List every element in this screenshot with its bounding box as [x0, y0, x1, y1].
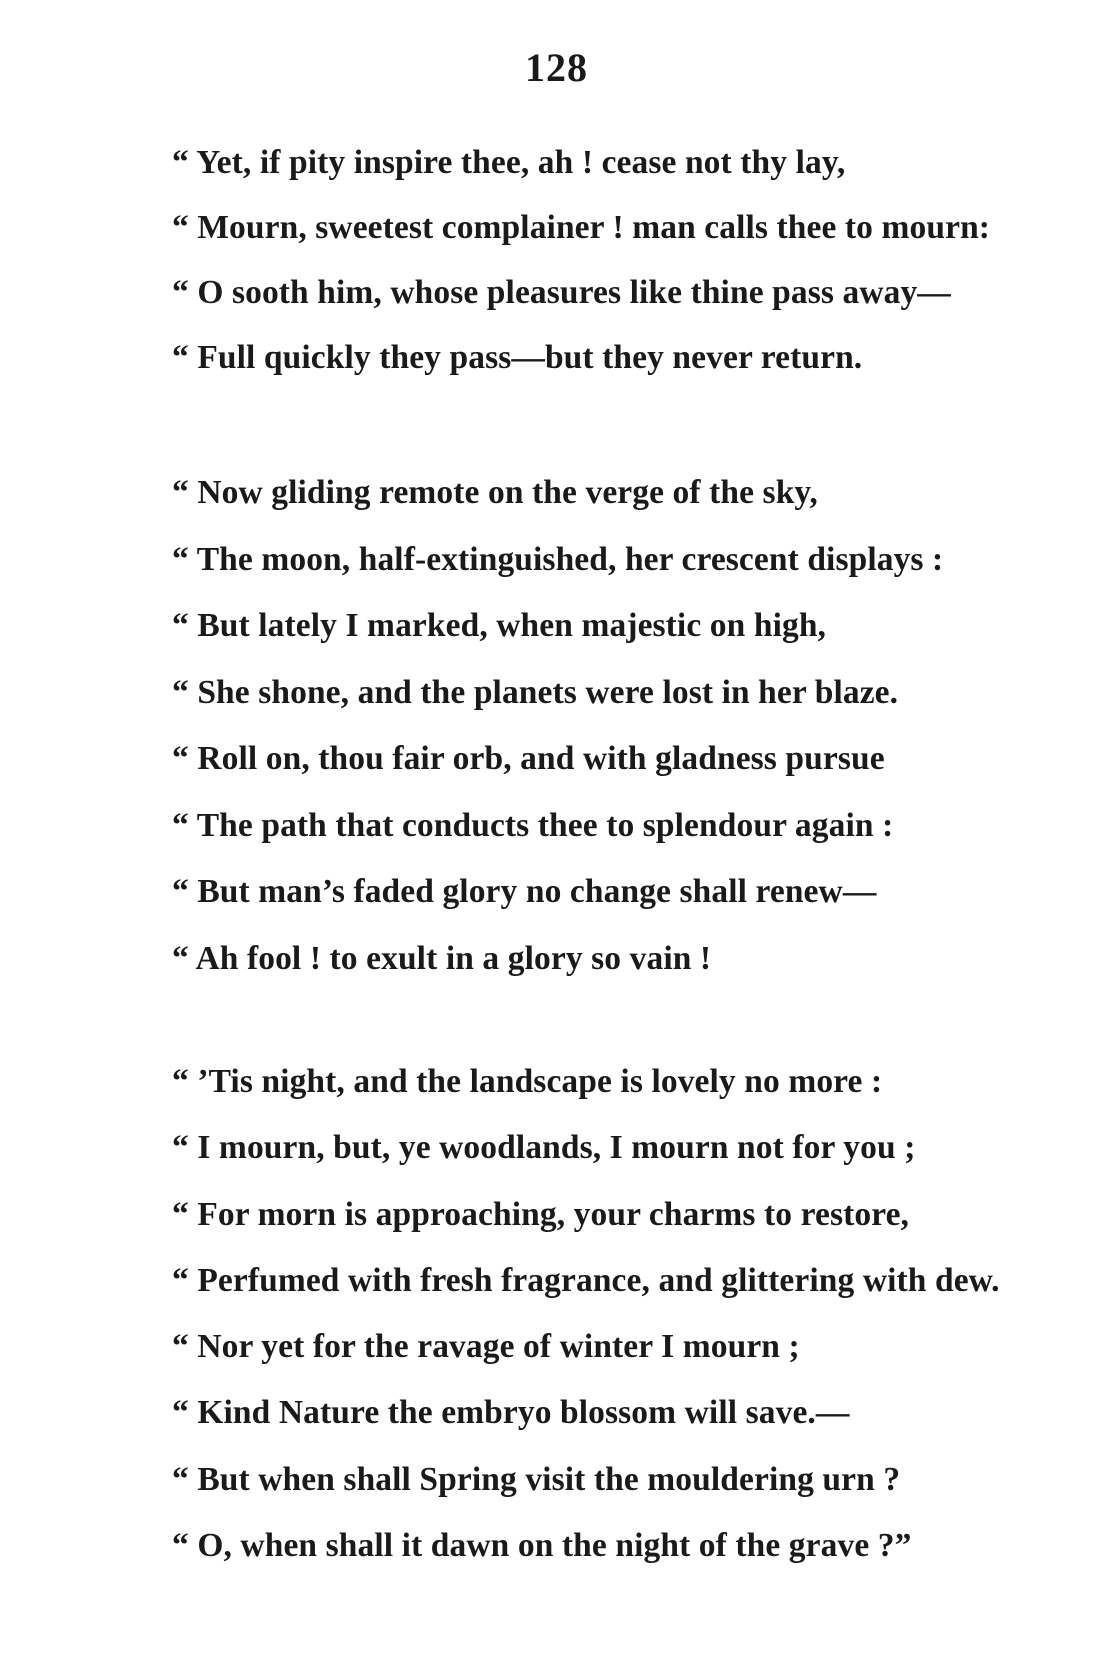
page-number: 128 [525, 45, 588, 90]
verse-line: “ But lately I marked, when majestic on high, [172, 607, 827, 644]
verse-line: “ I mourn, but, ye woodlands, I mourn not for you ; [172, 1129, 916, 1167]
verse-line: “ Nor yet for the ravage of winter I mourn ; [172, 1328, 800, 1366]
verse-line: “ ’Tis night, and the landscape is lovely no more : [172, 1063, 883, 1100]
verse-line: “ The moon, half-extinguished, her crescent displays : [172, 540, 944, 578]
verse-line: “ The path that conducts thee to splendour again : [172, 806, 894, 844]
stanza-3 [172, 1057, 1000, 1587]
stanza-2 [172, 468, 943, 1000]
verse-line: “ Ah fool ! to exult in a glory so vain ! [172, 939, 712, 977]
verse-line: “ Full quickly they pass—but they never return. [172, 339, 863, 376]
verse-line: “ Now gliding remote on the verge of the sky, [172, 474, 818, 511]
verse-line: “ O, when shall it dawn on the night of the grave ?” [172, 1527, 912, 1565]
verse-line: “ O sooth him, whose pleasures like thine pass away— [172, 274, 951, 311]
verse-line: “ But man’s faded glory no change shall renew— [172, 873, 877, 910]
verse-line: “ For morn is approaching, your charms to restore, [172, 1195, 910, 1233]
stanza-1 [172, 138, 990, 398]
verse-line: “ Kind Nature the embryo blossom will save.— [172, 1394, 850, 1432]
verse-line: “ Roll on, thou fair orb, and with gladness pursue [172, 740, 885, 777]
verse-line: “ Yet, if pity inspire thee, ah ! cease not thy lay, [172, 144, 846, 181]
verse-line: “ She shone, and the planets were lost in her blaze. [172, 673, 899, 711]
verse-line: “ Perfumed with fresh fragrance, and glittering with dew. [172, 1261, 1000, 1299]
verse-line: “ Mourn, sweetest complainer ! man calls thee to mourn: [172, 209, 991, 246]
verse-line: “ But when shall Spring visit the mouldering urn ? [172, 1460, 901, 1498]
